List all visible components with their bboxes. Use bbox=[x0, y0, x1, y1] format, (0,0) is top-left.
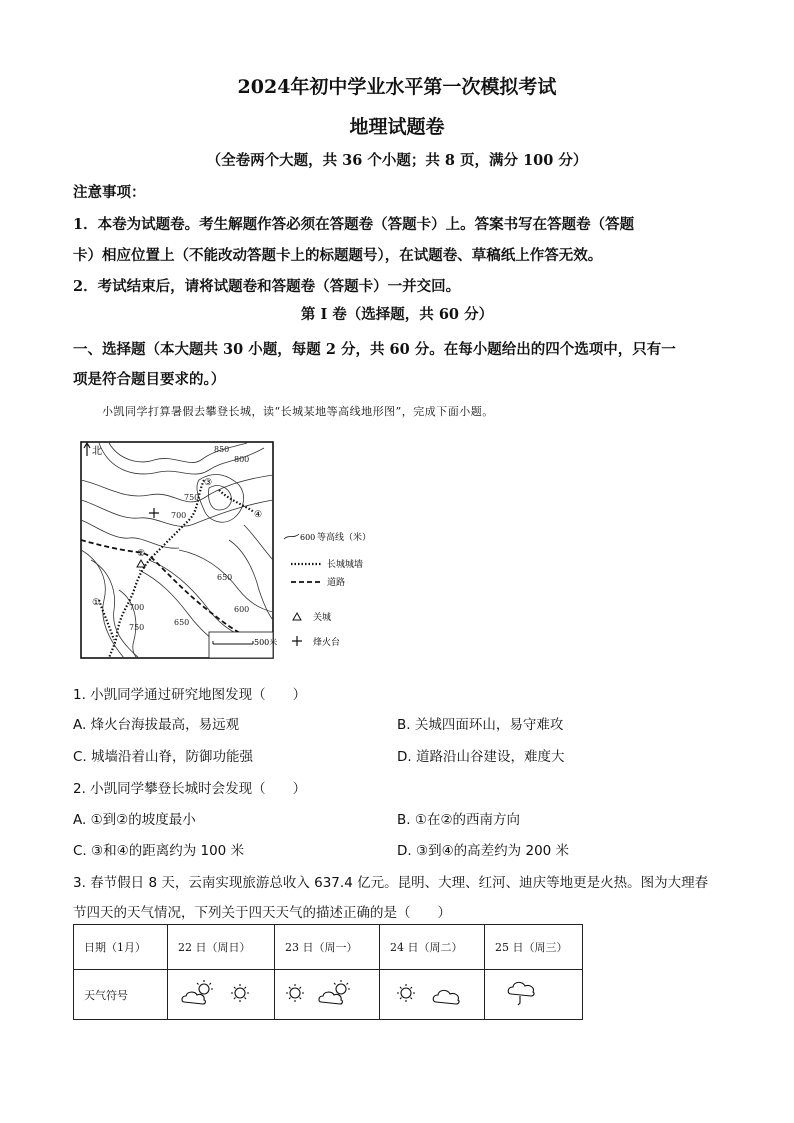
exam-info: （全卷两个大题，共 36 个小题；共 8 页，满分 100 分） bbox=[206, 152, 588, 169]
weather-symbol-24 bbox=[380, 970, 485, 1020]
legend-contour: 等高线（米） bbox=[317, 533, 372, 543]
rain-icon bbox=[508, 983, 534, 1006]
notes-heading: 注意事项： bbox=[73, 184, 146, 201]
legend-sample: 600 bbox=[300, 533, 316, 542]
sunny-icon bbox=[231, 984, 249, 1002]
note-item-1-line1: 1．本卷为试题卷。考生解题作答必须在答题卷（答题卡）上。答案书写在答题卷（答题 bbox=[73, 216, 635, 233]
question-3-stem-line1: 3. 春节假日 8 天，云南实现旅游总收入 637.4 亿元。昆明、大理、红河、迪庆等地更是火热。图为大理春 bbox=[73, 875, 709, 891]
cloudy-sun-icon bbox=[182, 980, 213, 1004]
weather-table-header-25: 25 日（周三） bbox=[485, 925, 583, 970]
beacon-tower-icon bbox=[149, 508, 159, 518]
weather-table-header-23: 23 日（周一） bbox=[275, 925, 380, 970]
weather-symbol-22 bbox=[168, 970, 275, 1020]
weather-table bbox=[73, 924, 583, 1020]
question-1-option-d[interactable]: D. 道路沿山谷建设，难度大 bbox=[397, 749, 565, 765]
cloudy-icon bbox=[433, 991, 459, 1005]
great-wall-line bbox=[99, 480, 254, 658]
legend-road: 道路 bbox=[327, 578, 346, 588]
svg-text:650: 650 bbox=[174, 618, 190, 627]
question-3-stem-line2: 节四天的天气情况，下列关于四天天气的描述正确的是（ ） bbox=[73, 905, 451, 921]
question-1-stem: 1. 小凯同学通过研究地图发现（ ） bbox=[73, 687, 307, 703]
weather-table-header-date: 日期（1月） bbox=[74, 925, 168, 970]
contour-map-svg bbox=[79, 440, 376, 662]
legend-wall: 长城城墙 bbox=[327, 560, 364, 570]
legend-gate: 关城 bbox=[313, 613, 332, 623]
map-legend bbox=[284, 531, 371, 648]
exam-title: 2024年初中学业水平第一次模拟考试 bbox=[237, 76, 557, 98]
question-2-option-a[interactable]: A. ①到②的坡度最小 bbox=[73, 812, 196, 828]
weather-table-row-label: 天气符号 bbox=[74, 970, 168, 1020]
cloudy-sun-icon bbox=[319, 980, 350, 1004]
svg-text:700: 700 bbox=[171, 511, 187, 520]
svg-text:850: 850 bbox=[214, 445, 230, 454]
sunny-icon bbox=[286, 984, 304, 1002]
svg-text:650: 650 bbox=[217, 573, 233, 582]
weather-table-header-24: 24 日（周二） bbox=[380, 925, 485, 970]
weather-table-symbol-row bbox=[74, 970, 583, 1020]
map-point-3: ③ bbox=[204, 478, 213, 488]
sunny-icon bbox=[397, 984, 415, 1002]
map-point-1: ① bbox=[92, 598, 101, 608]
legend-beacon: 烽火台 bbox=[313, 638, 341, 648]
note-item-1-line2: 卡）相应位置上（不能改动答题卡上的标题题号），在试题卷、草稿纸上作答无效。 bbox=[73, 247, 603, 264]
map-point-4: ④ bbox=[254, 510, 263, 520]
question-2-option-b[interactable]: B. ①在②的西南方向 bbox=[397, 812, 521, 828]
section-instruction-line2: 项是符合题目要求的。） bbox=[73, 371, 226, 388]
part-heading: 第 I 卷（选择题，共 60 分） bbox=[300, 306, 494, 323]
question-1-option-b[interactable]: B. 关城四面环山，易守难攻 bbox=[397, 717, 564, 733]
question-2-stem: 2. 小凯同学攀登长城时会发现（ ） bbox=[73, 781, 307, 797]
question-2-option-c[interactable]: C. ③和④的距离约为 100 米 bbox=[73, 843, 245, 859]
exam-subtitle: 地理试题卷 bbox=[349, 116, 445, 138]
weather-table-header-row bbox=[74, 925, 583, 970]
weather-symbol-25 bbox=[485, 970, 583, 1020]
note-item-2: 2．考试结束后，请将试题卷和答题卷（答题卡）一并交回。 bbox=[73, 278, 461, 295]
north-label: 北 bbox=[92, 446, 102, 457]
weather-table-header-22: 22 日（周日） bbox=[168, 925, 275, 970]
question-group-intro: 小凯同学打算暑假去攀登长城，读“长城某地等高线地形图”，完成下面小题。 bbox=[102, 405, 494, 418]
question-1-option-a[interactable]: A. 烽火台海拔最高，易远观 bbox=[73, 717, 240, 733]
map-points bbox=[92, 478, 262, 608]
svg-text:600: 600 bbox=[234, 605, 250, 614]
north-arrow-icon bbox=[84, 443, 90, 456]
svg-text:750: 750 bbox=[184, 493, 200, 502]
section-instruction-line1: 一、选择题（本大题共 30 小题，每题 2 分，共 60 分。在每小题给出的四个选项中，只有一 bbox=[73, 341, 676, 358]
map-point-2: ② bbox=[137, 549, 146, 559]
svg-text:750: 750 bbox=[129, 623, 145, 632]
contour-map bbox=[79, 440, 376, 662]
contour-labels bbox=[129, 445, 249, 632]
svg-text:700: 700 bbox=[129, 603, 145, 612]
scale-label: 500米 bbox=[254, 638, 278, 647]
question-2-option-d[interactable]: D. ③到④的高差约为 200 米 bbox=[397, 843, 570, 859]
question-1-option-c[interactable]: C. 城墙沿着山脊，防御功能强 bbox=[73, 749, 254, 765]
weather-symbol-23 bbox=[275, 970, 380, 1020]
gate-icon bbox=[137, 560, 145, 567]
svg-text:800: 800 bbox=[234, 455, 250, 464]
